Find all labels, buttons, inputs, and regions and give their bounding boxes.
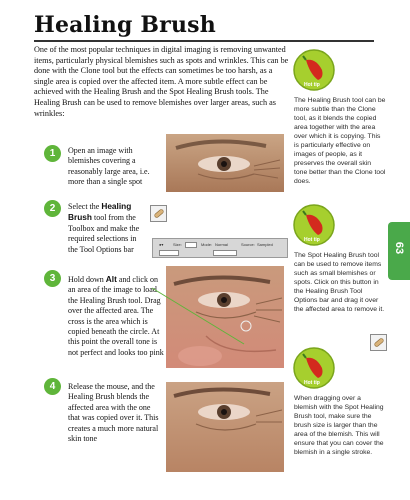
svg-text:Hot tip: Hot tip	[304, 380, 320, 386]
source-select[interactable]: Sampled	[257, 242, 273, 247]
mode-select[interactable]: Normal	[215, 242, 228, 247]
hot-tip-badge-1	[292, 48, 336, 92]
alt-key-term: Alt	[105, 274, 117, 284]
hot-tip-text-1: The Healing Brush tool can be more subtle than the Clone tool, as it blends the copied area together with the area over which it is copying. This is particularly effective on images of people, as it preserves the overall skin tone better than the Clone tool does.	[294, 97, 386, 185]
step-2-badge: 2	[44, 200, 61, 217]
step-3-text: Hold down Alt and click on an area of the image to load the Healing Brush tool. Drag over the affected area. The cross is the area which is copied beneath the circle. At this point the overall tone is not perfect and looks too pink	[68, 274, 164, 357]
spot-healing-brush-button[interactable]	[370, 334, 387, 351]
mode-label: Mode:	[201, 242, 213, 247]
step-1-badge: 1	[44, 145, 61, 162]
size-label: Size:	[173, 242, 182, 247]
sample-field[interactable]	[159, 250, 179, 256]
step-3-badge: 3	[44, 270, 61, 287]
step-4-photo	[166, 382, 284, 472]
step-2-text: Select the Healing Brush tool from the Toolbox and make the required selections in the Tool Options bar	[68, 201, 140, 254]
hot-tip-text-2: The Spot Healing Brush tool can be used to remove items such as small blemishes or spots. Click on this button in the Healing Brush Tool Options bar and drag it over the affected area to remove it.	[294, 252, 385, 313]
healing-brush-term: Healing Brush	[68, 201, 132, 223]
bandage-icon	[371, 335, 386, 350]
pointer-line	[150, 286, 250, 350]
tool-options-bar[interactable]	[152, 238, 288, 258]
bandage-icon	[151, 206, 166, 221]
brush-preset-icon[interactable]: ●▾	[159, 242, 164, 247]
page-title: Healing Brush	[34, 12, 216, 38]
step-1-text: Open an image with blemishes covering a reasonably large area, i.e. more than a single spot	[68, 146, 150, 187]
source-label: Source:	[241, 242, 255, 247]
hot-tip-badge-3	[292, 346, 336, 390]
pattern-field[interactable]	[213, 250, 237, 256]
svg-text:Hot tip: Hot tip	[304, 82, 320, 88]
hot-tip-badge-2	[292, 203, 336, 247]
healing-brush-tool-button[interactable]	[150, 205, 167, 222]
step-4-badge: 4	[44, 378, 61, 395]
step-1-photo	[166, 134, 284, 192]
hot-tip-text-3: When dragging over a blemish with the Spot Healing Brush tool, make sure the brush size is larger than the area of the blemish. This will ensure that you can cover the blemish in a single stroke.	[294, 395, 384, 456]
page-number: 63	[393, 241, 405, 255]
step-4-text: Release the mouse, and the Healing Brush blends the affected area with the one that was copied over it. This creates a much more natural skin tone	[68, 382, 159, 444]
svg-text:Hot tip: Hot tip	[304, 237, 320, 243]
size-field[interactable]	[185, 242, 197, 248]
title-rule	[34, 40, 374, 42]
intro-paragraph: One of the most popular techniques in digital imaging is removing unwanted items, particularly physical blemishes such as spots and wrinkles. This can be done with the Clone tool but the effects can sometimes be too harsh, as a single area is copied over the affected item. A more subtle effect can be achieved with the Healing Brush and the Spot Healing Brush tools. The Healing Brush can be used to remove blemishes over larger areas, such as wrinkles:	[34, 45, 289, 118]
